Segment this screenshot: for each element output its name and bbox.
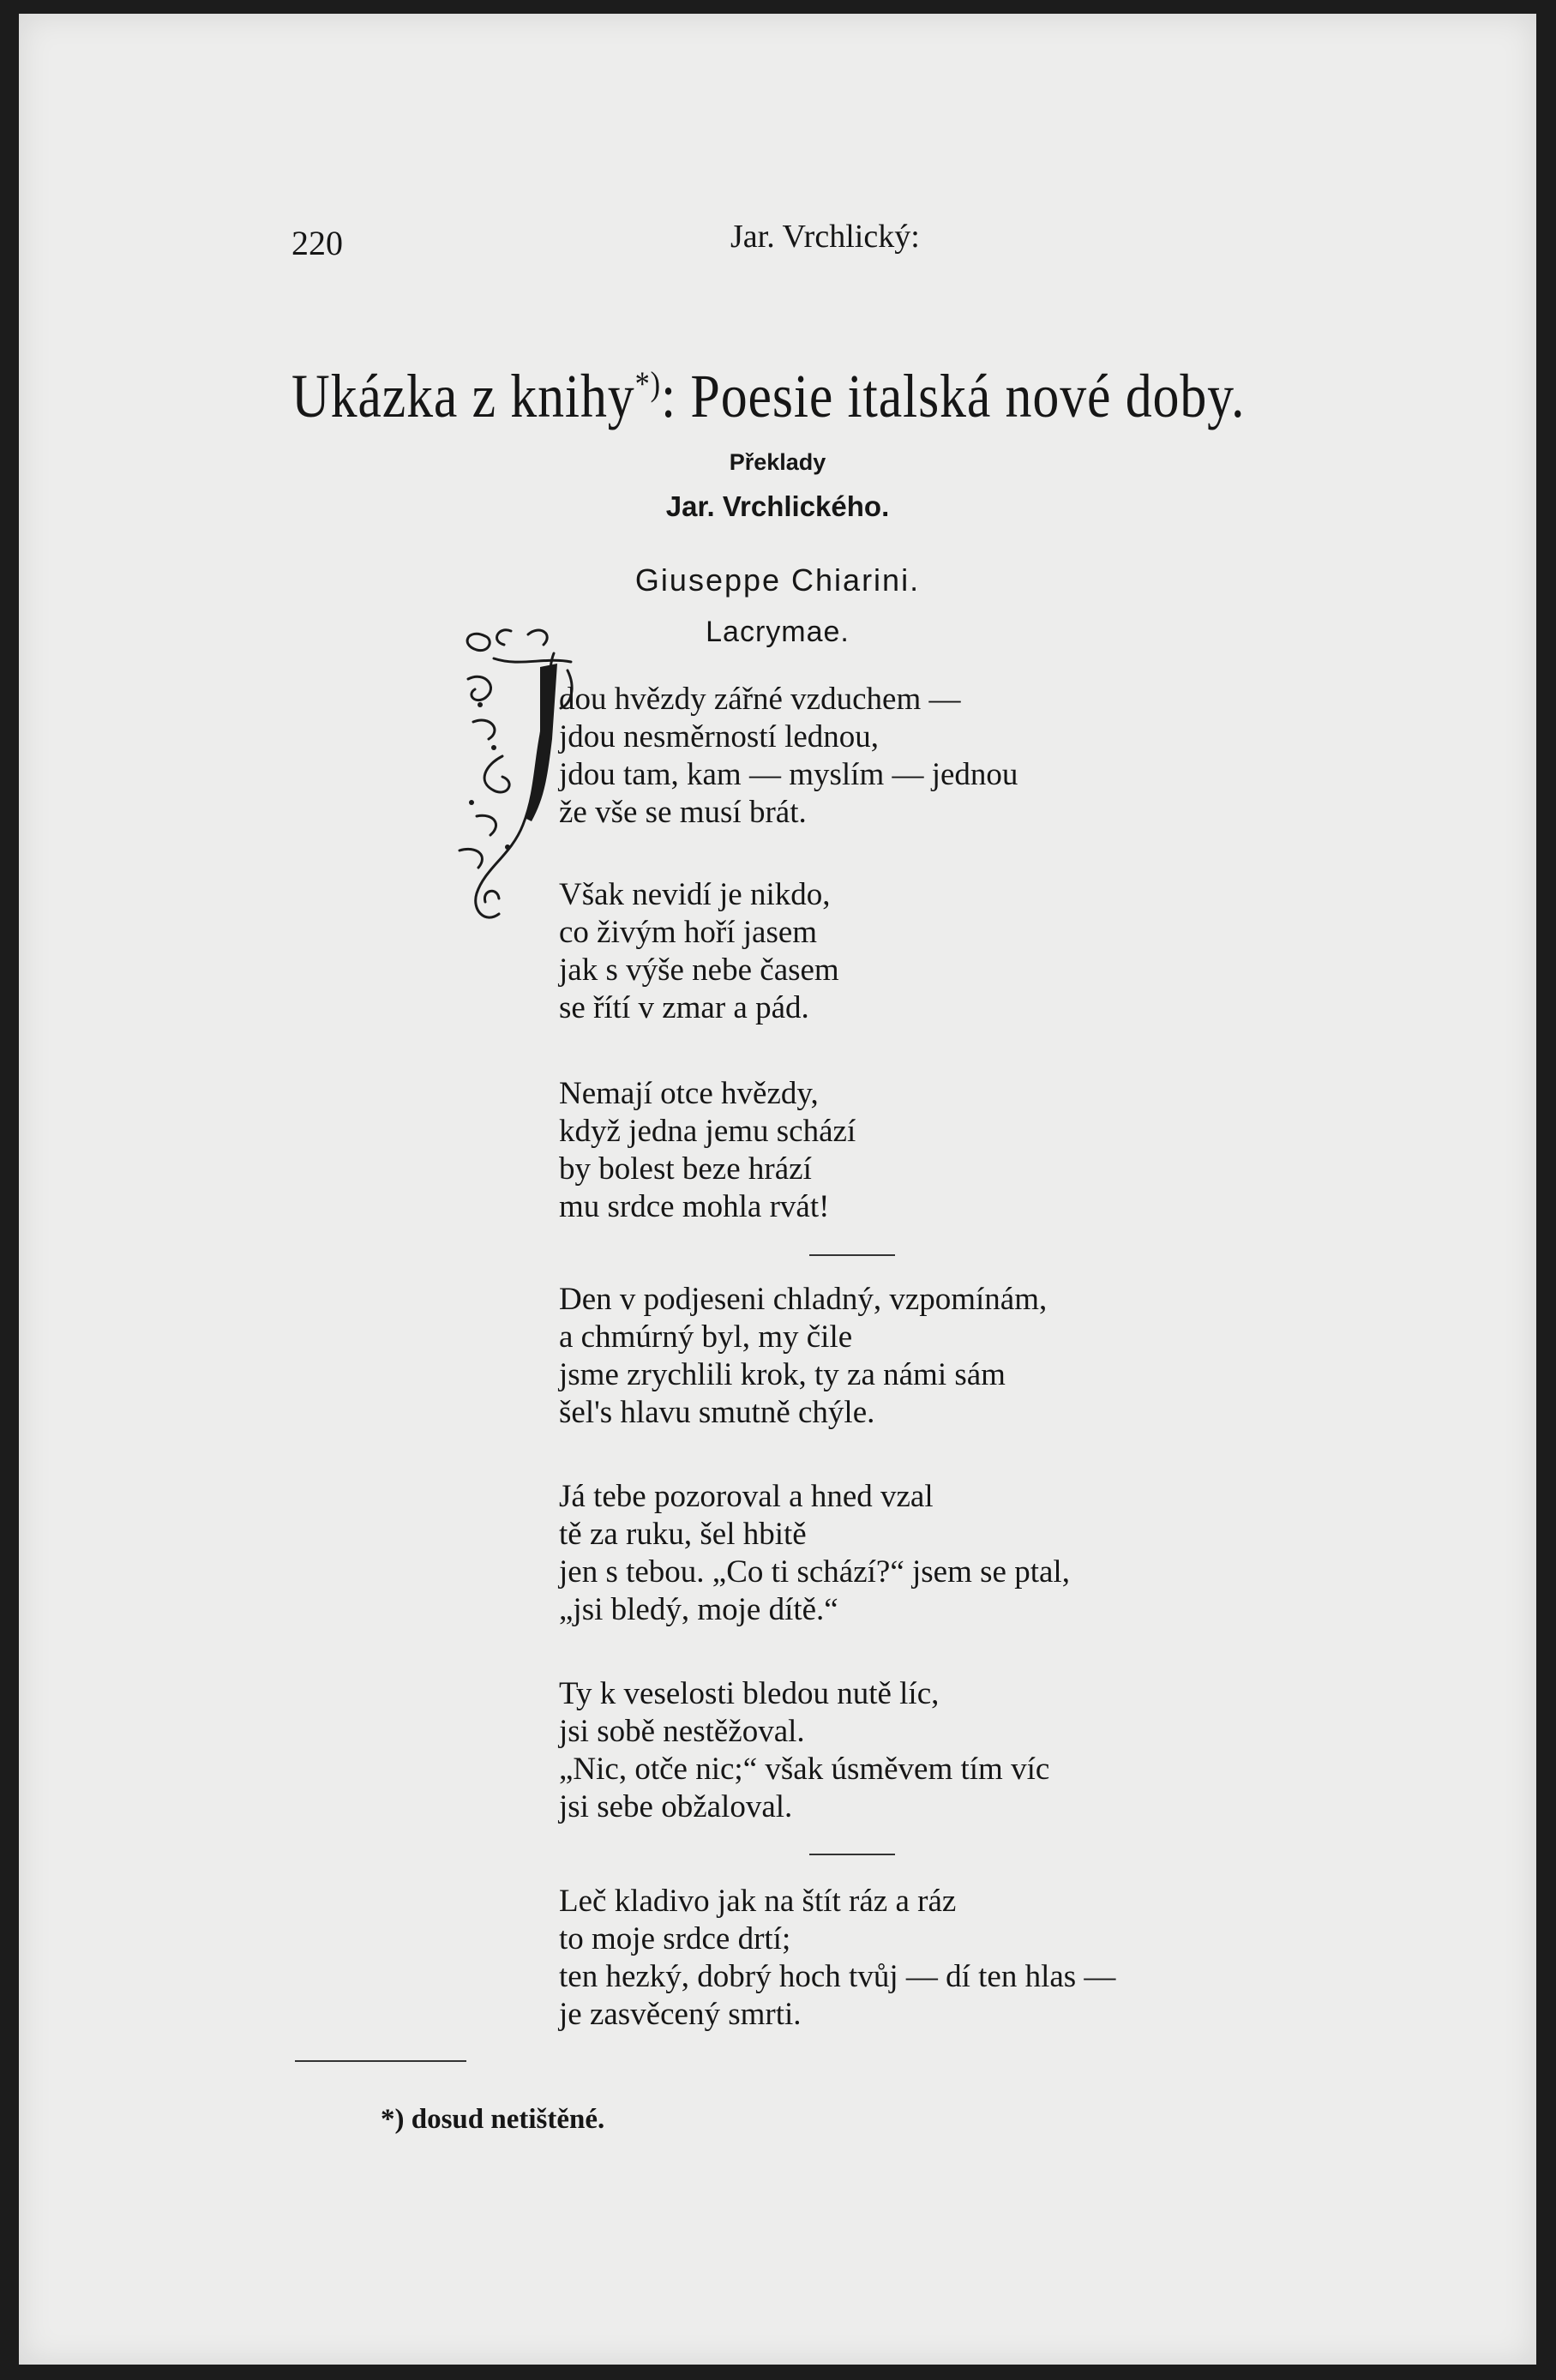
verse-line: Nemají otce hvězdy,	[559, 1076, 819, 1111]
stanza-6	[559, 1675, 1049, 1826]
verse-line: to moje srdce drtí;	[559, 1921, 791, 1956]
verse-line: šel's hlavu smutně chýle.	[559, 1395, 875, 1430]
title-main: Ukázka z knihy	[291, 362, 635, 430]
verse-line: Leč kladivo jak na štít ráz a ráz	[559, 1884, 957, 1919]
verse-line: je zasvěcený smrti.	[559, 1997, 802, 2032]
verse-line: co živým hoří jasem	[559, 915, 818, 950]
verse-line: jdou tam, kam — myslím — jednou	[559, 757, 1018, 792]
verse-line: tě za ruku, šel hbitě	[559, 1517, 807, 1552]
verse-line: dou hvězdy zářné vzduchem —	[559, 682, 961, 717]
stanza-7	[559, 1883, 1115, 2034]
running-head: Jar. Vrchlický:	[730, 219, 920, 255]
verse-line: „Nic, otče nic;“ však úsměvem tím víc	[559, 1752, 1050, 1787]
stanza-4	[559, 1281, 1047, 1432]
verse-line: že vše se musí brát.	[559, 795, 807, 830]
book-page	[19, 14, 1536, 2365]
page-number: 220	[291, 224, 343, 262]
poem-title: Lacrymae.	[706, 616, 850, 648]
verse-line: jdou nesměrností lednou,	[559, 719, 880, 754]
verse-line: by bolest beze hrází	[559, 1151, 812, 1187]
section-divider	[809, 1254, 895, 1256]
verse-line: jak s výše nebe časem	[559, 953, 839, 988]
verse-line: když jedna jemu schází	[559, 1114, 856, 1149]
footnote-rule	[295, 2060, 466, 2062]
poet-name: Giuseppe Chiarini.	[634, 562, 921, 598]
verse-line: a chmúrný byl, my čile	[559, 1319, 853, 1355]
stanza-3	[559, 1075, 856, 1226]
page-title	[291, 361, 1250, 432]
verse-line: Já tebe pozoroval a hned vzal	[559, 1479, 934, 1514]
footnote: *) dosud netištěné.	[381, 2104, 605, 2135]
verse-line: Den v podjeseni chladný, vzpomínám,	[559, 1282, 1048, 1317]
title-rest: : Poesie italská nové doby.	[660, 362, 1246, 430]
verse-line: „jsi bledý, moje dítě.“	[559, 1592, 838, 1627]
translator-name: Jar. Vrchlického.	[665, 490, 890, 522]
verse-line: jen s tebou. „Co ti schází?“ jsem se ptal,	[559, 1554, 1070, 1590]
stanza-2	[559, 876, 839, 1027]
verse-line: jsi sobě nestěžoval.	[559, 1714, 805, 1749]
verse-line: jsme zrychlili krok, ty za námi sám	[559, 1357, 1006, 1392]
verse-line: Ty k veselosti bledou nutě líc,	[559, 1676, 940, 1711]
verse-line: se řítí v zmar a pád.	[559, 990, 809, 1025]
stanza-5	[559, 1478, 1070, 1629]
verse-line: Však nevidí je nikdo,	[559, 877, 831, 912]
verse-line: mu srdce mohla rvát!	[559, 1189, 830, 1224]
footnote-marker: *)	[634, 364, 661, 403]
subtitle: Překlady	[729, 449, 826, 475]
verse-line: ten hezký, dobrý hoch tvůj — dí ten hlas —	[559, 1959, 1116, 1994]
section-divider	[809, 1854, 895, 1855]
stanza-1	[559, 681, 1018, 832]
verse-line: jsi sebe obžaloval.	[559, 1789, 793, 1824]
